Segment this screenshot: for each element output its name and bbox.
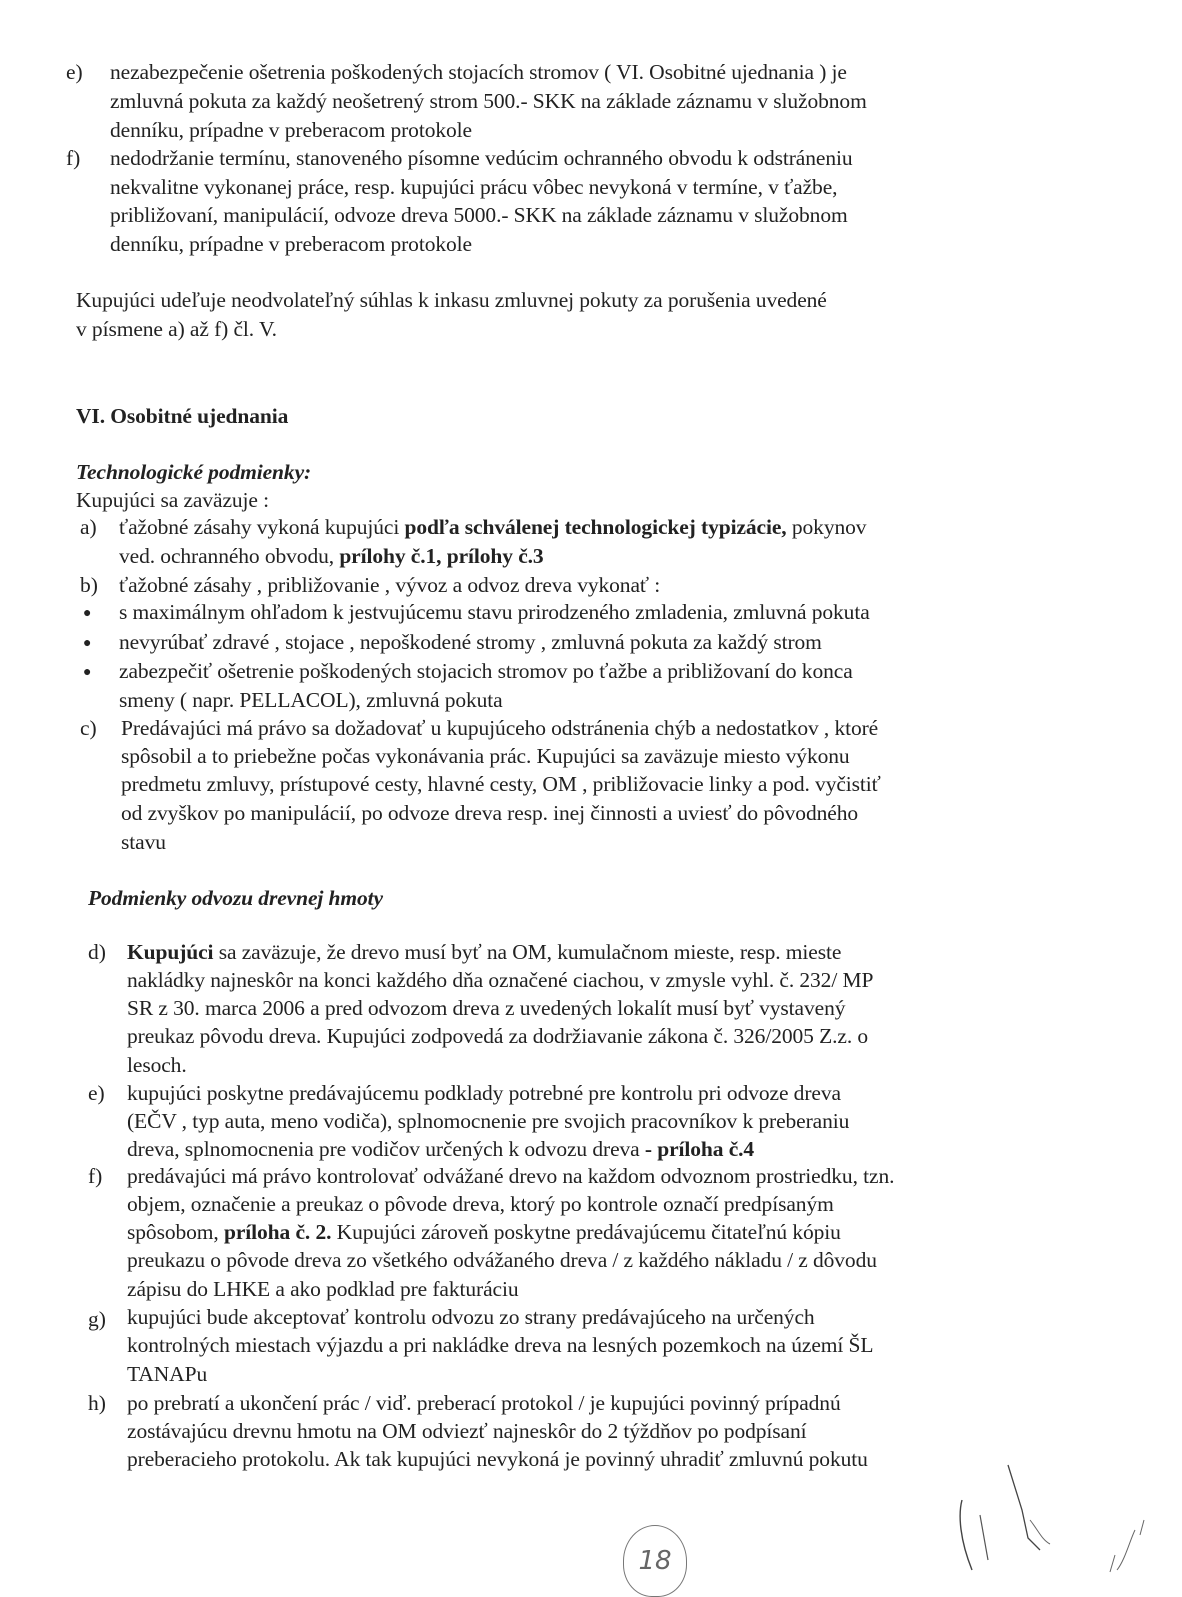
text-line: ved. ochranného obvodu, prílohy č.1, prílohy č.3 bbox=[119, 544, 544, 568]
item-marker-a: a) bbox=[80, 515, 97, 539]
bullet-text: smeny ( napr. PELLACOL), zmluvná pokuta bbox=[119, 688, 503, 712]
item-marker-f2: f) bbox=[88, 1164, 103, 1188]
text-line: spôsobom, príloha č. 2. Kupujúci zároveň poskytne predávajúcemu čitateľnú kópiu bbox=[127, 1220, 841, 1244]
bullet-icon: ● bbox=[83, 665, 92, 680]
text-line: kupujúci poskytne predávajúcemu podklady potrebné pre kontrolu pri odvoze dreva bbox=[127, 1081, 841, 1105]
text-line: Predávajúci má právo sa dožadovať u kupujúceho odstránenia chýb a nedostatkov , ktoré bbox=[121, 716, 879, 740]
bullet-text: s maximálnym ohľadom k jestvujúcemu stavu prirodzeného zmladenia, zmluvná pokuta bbox=[119, 600, 870, 624]
item-marker-d: d) bbox=[88, 940, 106, 964]
text-line: predávajúci má právo kontrolovať odvážané drevo na každom odvoznom prostriedku, tzn. bbox=[127, 1164, 895, 1188]
item-marker-c: c) bbox=[80, 716, 97, 740]
text-line: zápisu do LHKE a ako podklad pre fakturáciu bbox=[127, 1277, 519, 1301]
text-line: od zvyškov po manipulácií, po odvoze dreva resp. inej činnosti a uviesť do pôvodného bbox=[121, 801, 859, 825]
text-line: denníku, prípadne v preberacom protokole bbox=[110, 118, 472, 142]
subsection-heading: Podmienky odvozu drevnej hmoty bbox=[88, 886, 383, 910]
text-line: lesoch. bbox=[127, 1053, 187, 1077]
section-heading: VI. Osobitné ujednania bbox=[76, 404, 289, 428]
bullet-icon: ● bbox=[83, 636, 92, 651]
signature-icon bbox=[950, 1460, 1182, 1592]
text-line: ťažobné zásahy vykoná kupujúci podľa schválenej technologickej typizácie, pokynov bbox=[119, 515, 867, 539]
text-line: spôsobil a to priebežne počas vykonávania prác. Kupujúci sa zaväzuje miesto výkonu bbox=[121, 744, 850, 768]
item-marker-e: e) bbox=[66, 60, 83, 84]
text-line: približovaní, manipulácií, odvoze dreva 5000.- SKK na základe záznamu v služobnom bbox=[110, 203, 848, 227]
bullet-text: nevyrúbať zdravé , stojace , nepoškodené stromy , zmluvná pokuta za každý strom bbox=[119, 630, 822, 654]
intro-text: Kupujúci sa zaväzuje : bbox=[76, 488, 270, 512]
consent-text: v písmene a) až f) čl. V. bbox=[76, 317, 277, 341]
text-line: kontrolných miestach výjazdu a pri nakládke dreva na lesných pozemkoch na území ŠL bbox=[127, 1333, 874, 1357]
bullet-text: zabezpečiť ošetrenie poškodených stojacich stromov po ťažbe a približovaní do konca bbox=[119, 659, 853, 683]
text-line: preukaz pôvodu dreva. Kupujúci zodpovedá za dodržiavanie zákona č. 326/2005 Z.z. o bbox=[127, 1024, 869, 1048]
item-marker-b: b) bbox=[80, 573, 98, 597]
text-line: predmetu zmluvy, prístupové cesty, hlavné cesty, OM , približovacie linky a pod. vyčistiť bbox=[121, 772, 881, 796]
subsection-heading: Technologické podmienky: bbox=[76, 460, 312, 484]
text-line: TANAPu bbox=[127, 1362, 208, 1386]
text-line: nakládky najneskôr na konci každého dňa označené ciachou, v zmysle vyhl. č. 232/ MP bbox=[127, 968, 874, 992]
text-line: kupujúci bude akceptovať kontrolu odvozu zo strany predávajúceho na určených bbox=[127, 1305, 815, 1329]
text-line: zmluvná pokuta za každý neošetrený strom 500.- SKK na základe záznamu v služobnom bbox=[110, 89, 867, 113]
page-number-stamp: 18 bbox=[623, 1525, 687, 1597]
item-marker-f: f) bbox=[66, 146, 81, 170]
text-line: nezabezpečenie ošetrenia poškodených stojacích stromov ( VI. Osobitné ujednania ) je bbox=[110, 60, 847, 84]
text-line: preberacieho protokolu. Ak tak kupujúci nevykoná je povinný uhradiť zmluvnú pokutu bbox=[127, 1447, 868, 1471]
text-line: ťažobné zásahy , približovanie , vývoz a odvoz dreva vykonať : bbox=[119, 573, 661, 597]
item-marker-e2: e) bbox=[88, 1081, 105, 1105]
text-line: dreva, splnomocnenia pre vodičov určených k odvozu dreva - príloha č.4 bbox=[127, 1137, 755, 1161]
text-line: (EČV , typ auta, meno vodiča), splnomocnenie pre svojich pracovníkov k preberaniu bbox=[127, 1109, 850, 1133]
text-line: nedodržanie termínu, stanoveného písomne vedúcim ochranného obvodu k odstráneniu bbox=[110, 146, 853, 170]
text-line: nekvalitne vykonanej práce, resp. kupujúci prácu vôbec nevykoná v termíne, v ťažbe, bbox=[110, 175, 838, 199]
text-line: SR z 30. marca 2006 a pred odvozom dreva z uvedených lokalít musí byť vystavený bbox=[127, 996, 846, 1020]
item-marker-g: g) bbox=[88, 1307, 106, 1331]
text-line: objem, označenie a preukaz o pôvode dreva, ktorý po kontrole označí predpísaným bbox=[127, 1192, 834, 1216]
text-line: stavu bbox=[121, 830, 166, 854]
item-marker-h: h) bbox=[88, 1391, 106, 1415]
text-line: preukazu o pôvode dreva zo všetkého odvážaného dreva / z každého nákladu / z dôvodu bbox=[127, 1248, 877, 1272]
text-line: denníku, prípadne v preberacom protokole bbox=[110, 232, 472, 256]
text-line: po prebratí a ukončení prác / viď. preberací protokol / je kupujúci povinný prípadnú bbox=[127, 1391, 841, 1415]
text-line: Kupujúci sa zaväzuje, že drevo musí byť na OM, kumulačnom mieste, resp. mieste bbox=[127, 940, 842, 964]
consent-text: Kupujúci udeľuje neodvolateľný súhlas k inkasu zmluvnej pokuty za porušenia uvedené bbox=[76, 288, 827, 312]
text-line: zostávajúcu drevnu hmotu na OM odviezť najneskôr do 2 týždňov po podpísaní bbox=[127, 1419, 807, 1443]
bullet-icon: ● bbox=[83, 606, 92, 621]
